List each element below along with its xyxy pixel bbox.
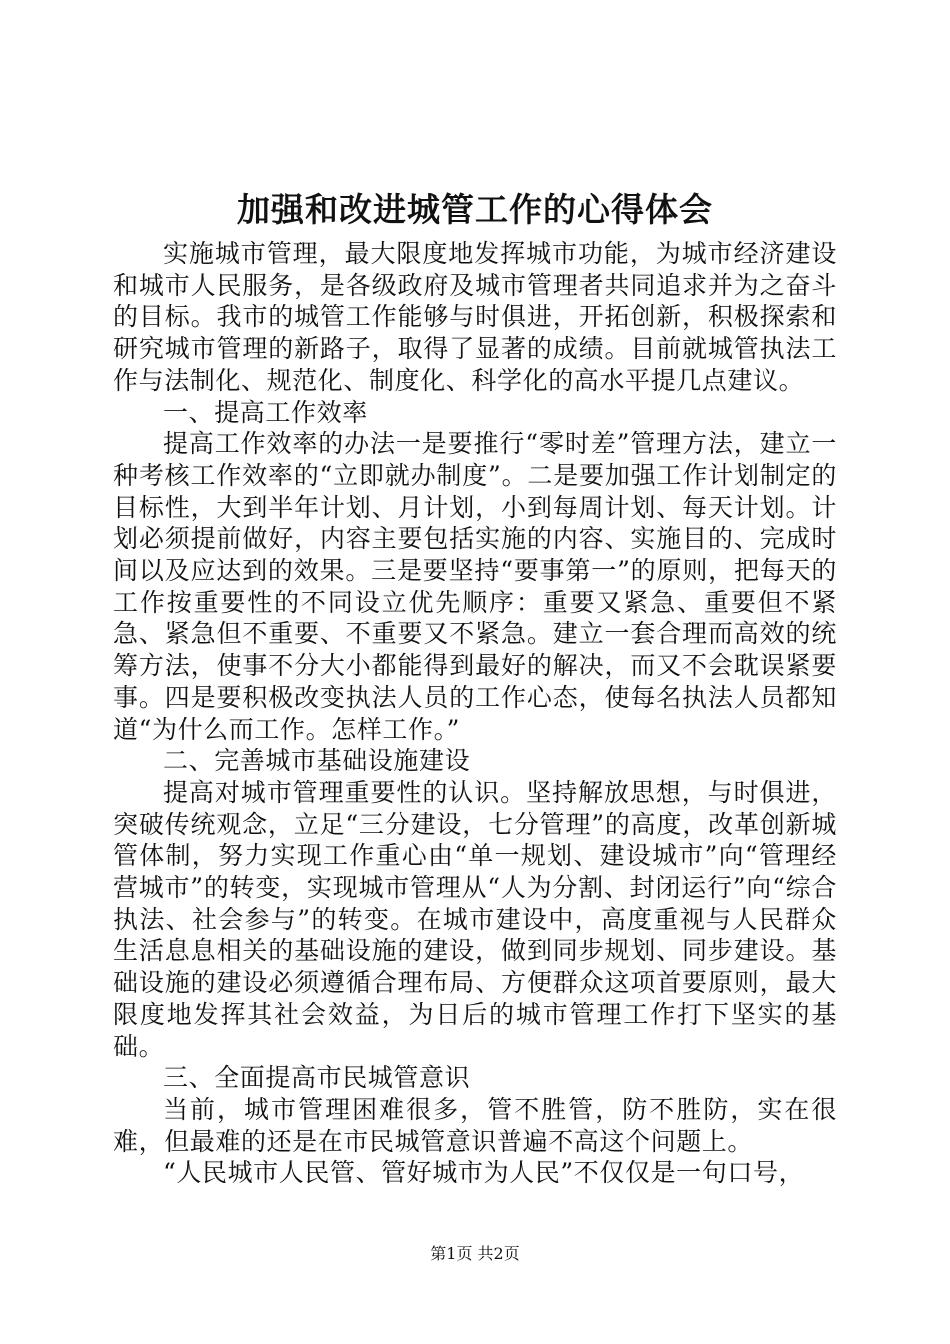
section-heading-3: 三、全面提高市民城管意识 [163,1063,471,1093]
document-title: 加强和改进城管工作的心得体会 [237,190,713,229]
document-body [113,238,837,1189]
paragraph-slogan: “人民城市人民管、管好城市为人民”不仅仅是一句口号， [163,1158,805,1188]
paragraph-intro: 实施城市管理，最大限度地发挥城市功能，为城市经济建设和城市人民服务，是各级政府及城市管理者共同追求并为之奋斗的目标。我市的城管工作能够与时俱进，开拓创新，积极探索和研究城市管理的新路子，取得了显著的成绩。目前就城管执法工作与法制化、规范化、制度化、科学化的高水平提几点建议。 [113,239,837,395]
page-number-footer: 第1页 共2页 [430,1244,520,1263]
section-heading-2: 二、完善城市基础设施建设 [163,746,471,776]
paragraph-awareness: 当前，城市管理困难很多，管不胜管，防不胜防，实在很难，但最难的还是在市民城管意识普遍不高这个问题上。 [113,1094,837,1156]
section-heading-1: 一、提高工作效率 [163,397,368,427]
paragraph-infrastructure: 提高对城市管理重要性的认识。坚持解放思想，与时俱进，突破传统观念，立足“三分建设，七分管理”的高度，改革创新城管体制，努力实现工作重心由“单一规划、建设城市”向“管理经营城市”的转变，实现城市管理从“人为分割、封闭运行”向“综合执法、社会参与”的转变。在城市建设中，高度重视与人民群众生活息息相关的基础设施的建设，做到同步规划、同步建设。基础设施的建设必须遵循合理布局、方便群众这项首要原则，最大限度地发挥其社会效益，为日后的城市管理工作打下坚实的基础。 [113,777,837,1061]
paragraph-efficiency: 提高工作效率的办法一是要推行“零时差”管理方法，建立一种考核工作效率的“立即就办制度”。二是要加强工作计划制定的目标性，大到半年计划、月计划，小到每周计划、每天计划。计划必须提前做好，内容主要包括实施的内容、实施目的、完成时间以及应达到的效果。三是要坚持“要事第一”的原则，把每天的工作按重要性的不同设立优先顺序：重要又紧急、重要但不紧急、紧急但不重要、不重要又不紧急。建立一套合理而高效的统筹方法，使事不分大小都能得到最好的解决，而又不会耽误紧要事。四是要积极改变执法人员的工作心态，使每名执法人员都知道“为什么而工作。怎样工作。” [113,429,837,744]
